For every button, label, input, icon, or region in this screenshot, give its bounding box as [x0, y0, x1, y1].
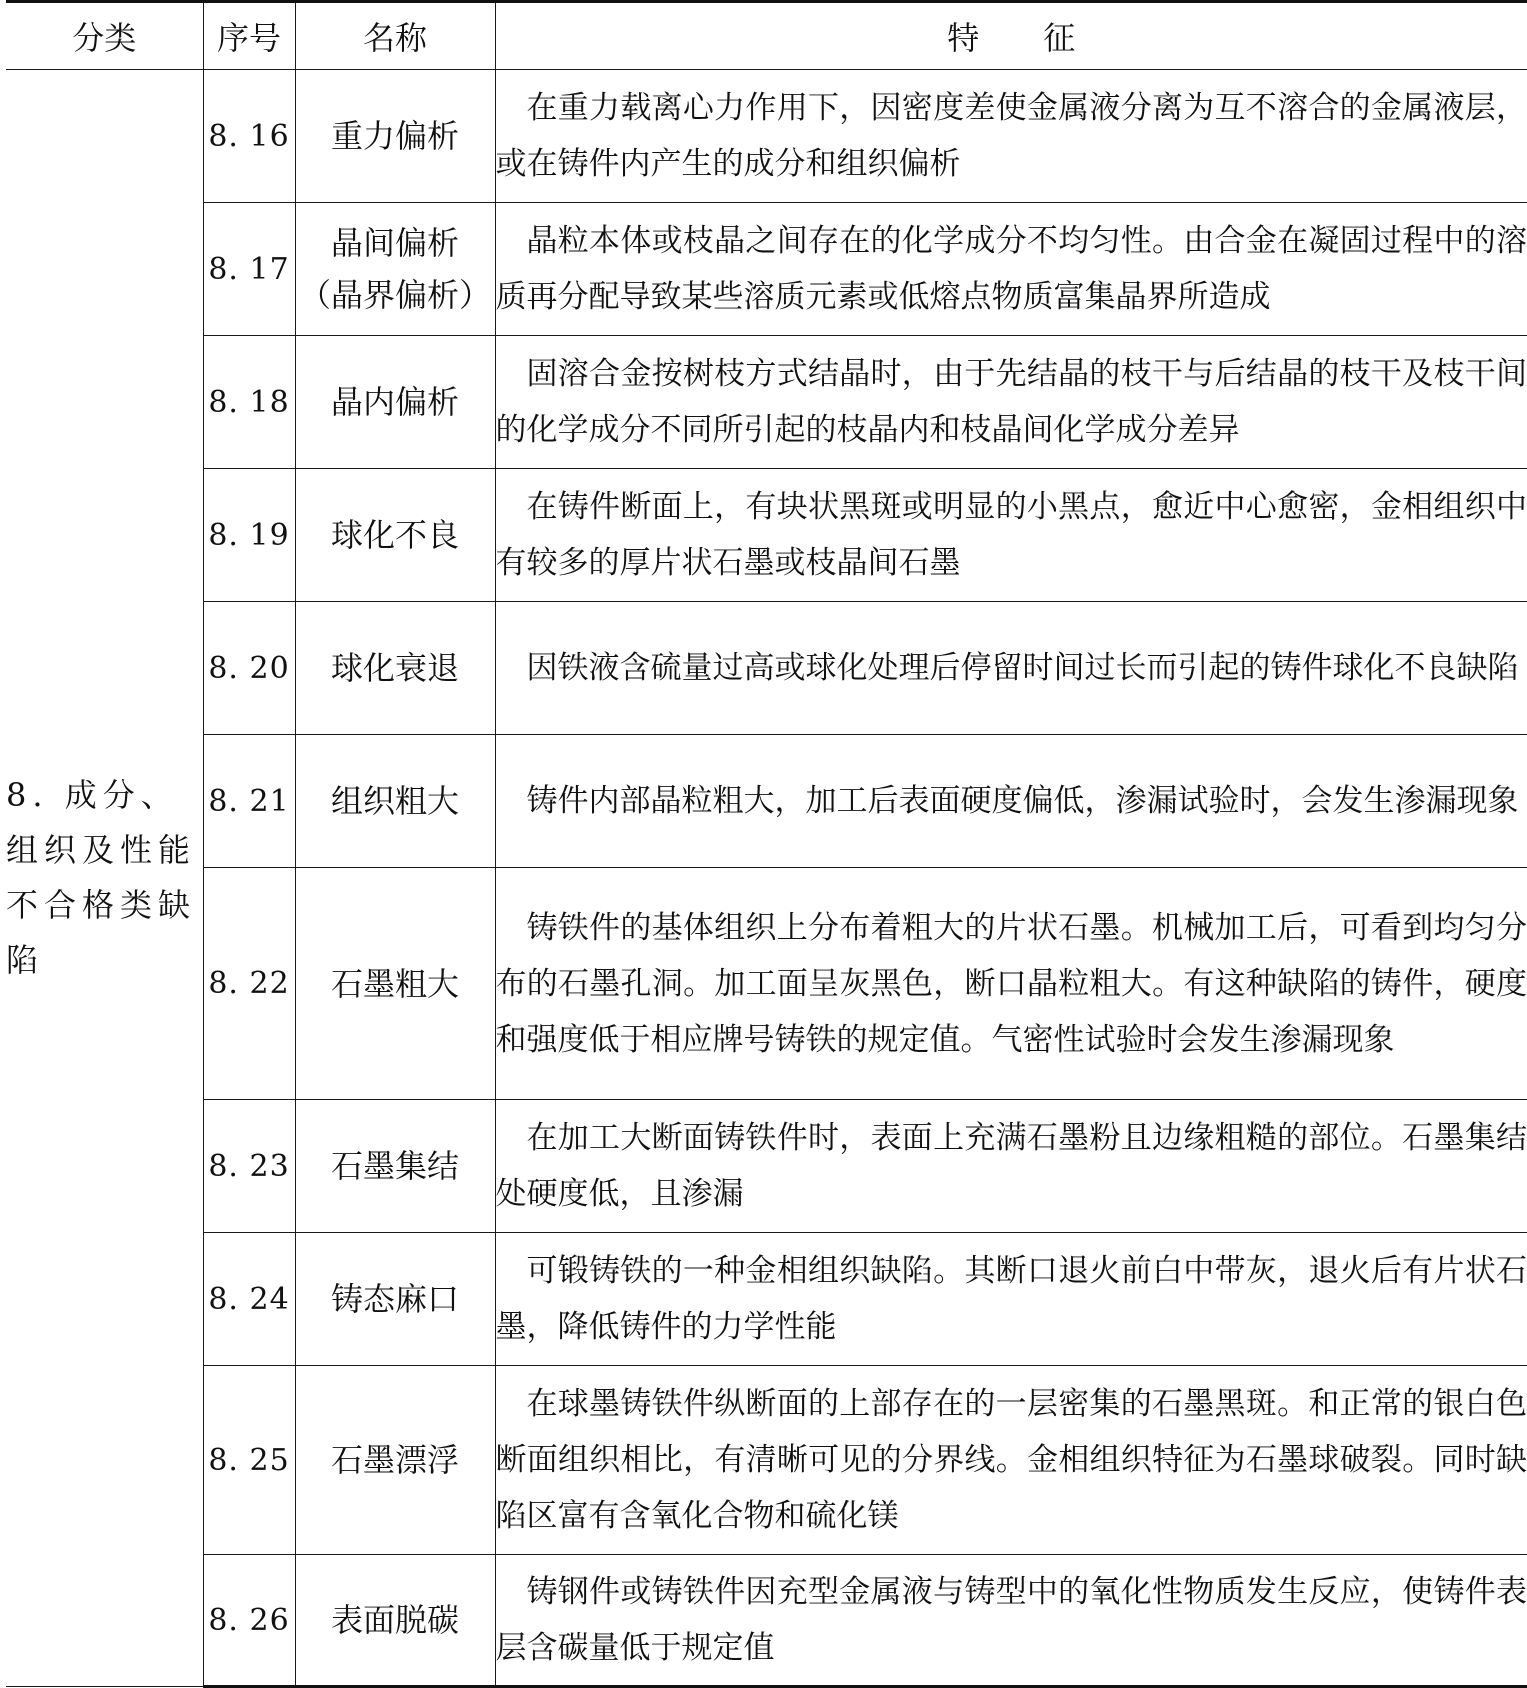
row-name-text: 铸态麻口 [296, 1273, 495, 1325]
row-seq: 8. 21 [203, 735, 295, 868]
row-seq: 8. 22 [203, 868, 295, 1100]
header-name: 名称 [295, 2, 495, 70]
row-feature-text: 在铸件断面上，有块状黑斑或明显的小黑点，愈近中心愈密，金相组织中有较多的厚片状石墨或枝晶间石墨 [496, 479, 1527, 591]
category-label: 8. 成分、组织及性能不合格类缺陷 [6, 776, 196, 979]
row-feature-text: 在球墨铸铁件纵断面的上部存在的一层密集的石墨黑斑。和正常的银白色断面组织相比，有清晰可见的分界线。金相组织特征为石墨球破裂。同时缺陷区富有含氧化合物和硫化镁 [496, 1376, 1527, 1544]
row-seq: 8. 26 [203, 1555, 295, 1687]
table-row [6, 1233, 1527, 1366]
table-row [6, 70, 1527, 203]
row-seq: 8. 20 [203, 602, 295, 735]
row-name-text: 晶间偏析 [296, 217, 495, 269]
table-row [6, 602, 1527, 735]
row-name-text: 组织粗大 [296, 775, 495, 827]
row-seq: 8. 18 [203, 336, 295, 469]
row-name [295, 1233, 495, 1366]
row-name [295, 602, 495, 735]
row-feature [495, 203, 1527, 336]
row-feature-text: 在重力载离心力作用下，因密度差使金属液分离为互不溶合的金属液层，或在铸件内产生的成分和组织偏析 [496, 80, 1527, 192]
row-feature-text: 铸钢件或铸铁件因充型金属液与铸型中的氧化性物质发生反应，使铸件表层含碳量低于规定值 [496, 1564, 1527, 1676]
row-feature-text: 铸件内部晶粒粗大，加工后表面硬度偏低，渗漏试验时，会发生渗漏现象 [496, 773, 1527, 829]
row-seq: 8. 17 [203, 203, 295, 336]
row-feature [495, 70, 1527, 203]
row-name [295, 203, 495, 336]
row-name-text: 石墨粗大 [296, 958, 495, 1010]
table-row [6, 469, 1527, 602]
row-name [295, 735, 495, 868]
row-seq: 8. 24 [203, 1233, 295, 1366]
row-name-alt-text: （晶界偏析） [296, 269, 495, 321]
row-name-text: 表面脱碳 [296, 1594, 495, 1646]
row-feature [495, 336, 1527, 469]
header-category: 分类 [6, 2, 203, 70]
row-name-text: 石墨集结 [296, 1140, 495, 1192]
header-feature: 特 征 [495, 2, 1527, 70]
row-seq: 8. 16 [203, 70, 295, 203]
row-feature-text: 因铁液含硫量过高或球化处理后停留时间过长而引起的铸件球化不良缺陷 [496, 640, 1527, 696]
defect-table [6, 0, 1527, 1688]
row-name [295, 868, 495, 1100]
row-feature [495, 1555, 1527, 1687]
row-seq: 8. 25 [203, 1366, 295, 1555]
row-feature [495, 1100, 1527, 1233]
row-feature [495, 868, 1527, 1100]
row-feature [495, 1366, 1527, 1555]
table-row [6, 1100, 1527, 1233]
category-cell [6, 70, 203, 1687]
row-name-text: 石墨漂浮 [296, 1434, 495, 1486]
row-seq: 8. 23 [203, 1100, 295, 1233]
row-name-text: 晶内偏析 [296, 376, 495, 428]
table-row [6, 336, 1527, 469]
row-name-text: 重力偏析 [296, 110, 495, 162]
table-row [6, 203, 1527, 336]
row-feature [495, 1233, 1527, 1366]
row-name [295, 1555, 495, 1687]
row-name-text: 球化不良 [296, 509, 495, 561]
row-name [295, 70, 495, 203]
row-name-text: 球化衰退 [296, 642, 495, 694]
header-row [6, 2, 1527, 70]
row-feature [495, 602, 1527, 735]
row-name [295, 1366, 495, 1555]
row-feature [495, 469, 1527, 602]
table-row [6, 1366, 1527, 1555]
table-row [6, 735, 1527, 868]
table-row [6, 868, 1527, 1100]
row-name [295, 1100, 495, 1233]
row-feature-text: 在加工大断面铸铁件时，表面上充满石墨粉且边缘粗糙的部位。石墨集结处硬度低，且渗漏 [496, 1110, 1527, 1222]
row-name [295, 469, 495, 602]
row-feature-text: 固溶合金按树枝方式结晶时，由于先结晶的枝干与后结晶的枝干及枝干间的化学成分不同所引起的枝晶内和枝晶间化学成分差异 [496, 346, 1527, 458]
row-feature-text: 铸铁件的基体组织上分布着粗大的片状石墨。机械加工后，可看到均匀分布的石墨孔洞。加工面呈灰黑色，断口晶粒粗大。有这种缺陷的铸件，硬度和强度低于相应牌号铸铁的规定值。气密性试验时会发生渗漏现象 [496, 900, 1527, 1068]
row-seq: 8. 19 [203, 469, 295, 602]
row-feature-text: 晶粒本体或枝晶之间存在的化学成分不均匀性。由合金在凝固过程中的溶质再分配导致某些溶质元素或低熔点物质富集晶界所造成 [496, 213, 1527, 325]
row-feature-text: 可锻铸铁的一种金相组织缺陷。其断口退火前白中带灰，退火后有片状石墨，降低铸件的力学性能 [496, 1243, 1527, 1355]
header-seq: 序号 [203, 2, 295, 70]
table-row [6, 1555, 1527, 1687]
row-name [295, 336, 495, 469]
row-feature [495, 735, 1527, 868]
